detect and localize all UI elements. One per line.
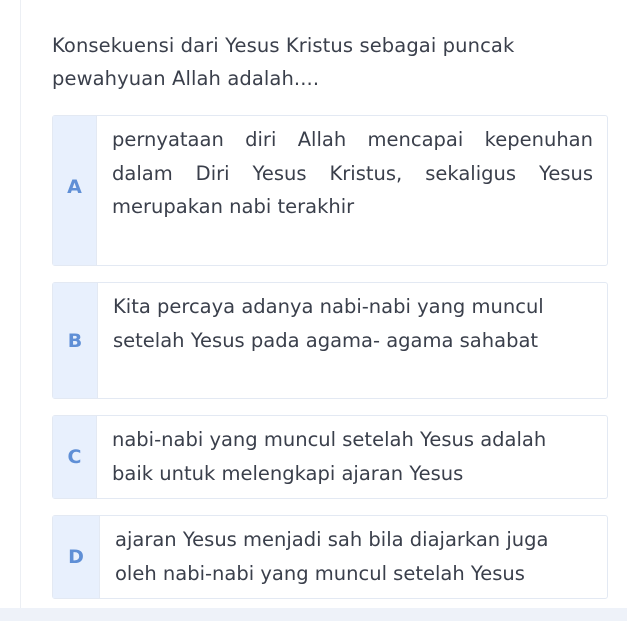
option-text-b: Kita percaya adanya nabi-nabi yang muncul setelah Yesus pada agama- agama sahabat <box>113 295 544 352</box>
answer-option-a[interactable] <box>52 115 608 266</box>
option-text-c: nabi-nabi yang muncul setelah Yesus adalah baik untuk melengkapi ajaran Yesus <box>112 428 547 485</box>
option-letter-d: D <box>53 516 100 598</box>
option-letter-a: A <box>53 116 97 265</box>
answer-option-c[interactable] <box>52 415 608 499</box>
bottom-bar <box>0 608 627 621</box>
option-letter-c: C <box>53 416 97 498</box>
option-text-a: pernyataan diri Allah mencapai kepenuhan dalam Diri Yesus Kristus, sekaligus Yesus merupakan nabi terakhir <box>112 128 593 218</box>
answer-option-b[interactable] <box>52 282 608 399</box>
option-text-d: ajaran Yesus menjadi sah bila diajarkan juga oleh nabi-nabi yang muncul setelah Yesus <box>115 528 549 585</box>
option-letter-b: B <box>53 283 98 398</box>
answer-option-d[interactable] <box>52 515 608 599</box>
question-text: Konsekuensi dari Yesus Kristus sebagai puncak pewahyuan Allah adalah.... <box>52 34 515 90</box>
left-divider <box>20 0 21 608</box>
